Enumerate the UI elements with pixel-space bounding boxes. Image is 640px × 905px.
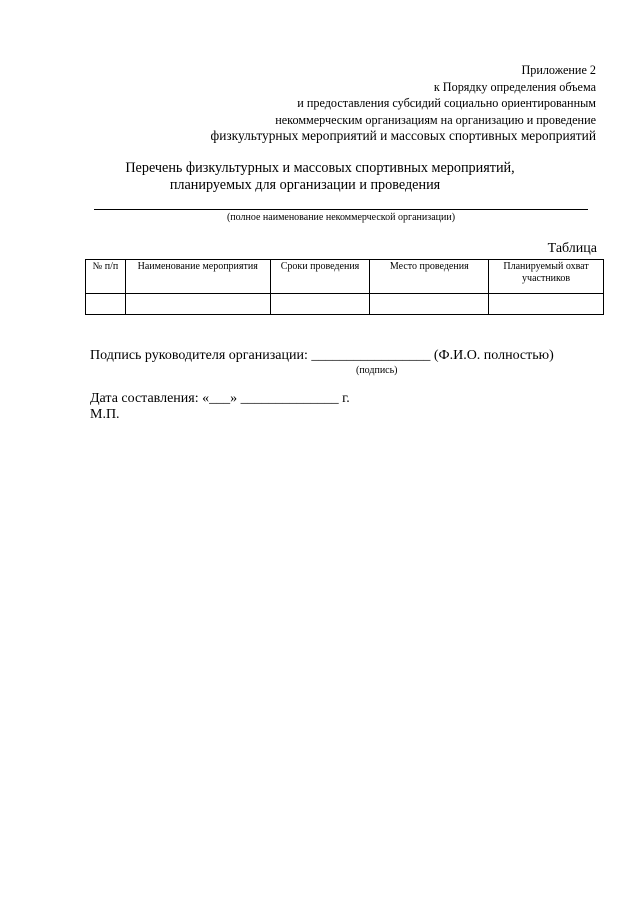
signature-line: Подпись руководителя организации: _________________ (Ф.И.О. полностью): [90, 348, 554, 363]
signature-caption: (подпись): [356, 365, 398, 376]
organization-name-line: [94, 209, 588, 210]
appendix-line-4: некоммерческим организациям на организацию и проведение: [275, 112, 596, 127]
title-line-2: планируемых для организации и проведения: [169, 177, 441, 193]
column-header-event-name: Наименование мероприятия: [125, 260, 270, 294]
table-header-row: [86, 260, 604, 294]
column-header-number: № п/п: [86, 260, 126, 294]
table-cell: [370, 294, 489, 315]
table-cell: [86, 294, 126, 315]
date-line: Дата составления: «___» ______________ г.: [90, 391, 350, 406]
appendix-line-2: к Порядку определения объема: [433, 79, 596, 94]
document-title: [0, 160, 640, 194]
appendix-number: Приложение 2: [521, 63, 596, 77]
appendix-line-5: физкультурных мероприятий и массовых спортивных мероприятий: [210, 128, 596, 144]
table-cell: [125, 294, 270, 315]
organization-name-caption: (полное наименование некоммерческой организации): [226, 212, 456, 223]
table-label: Таблица: [547, 241, 597, 256]
table-cell: [270, 294, 370, 315]
stamp-place-label: М.П.: [90, 407, 120, 422]
table-cell: [489, 294, 604, 315]
appendix-header: [211, 62, 596, 145]
title-line-1: Перечень физкультурных и массовых спортивных мероприятий,: [125, 160, 515, 176]
column-header-venue: Место проведения: [370, 260, 489, 294]
table-row: [86, 294, 604, 315]
appendix-line-3: и предоставления субсидий социально ориентированным: [297, 96, 596, 111]
column-header-dates: Сроки проведения: [270, 260, 370, 294]
events-table: [85, 259, 604, 315]
column-header-participants: Планируемый охват участников: [489, 260, 604, 294]
